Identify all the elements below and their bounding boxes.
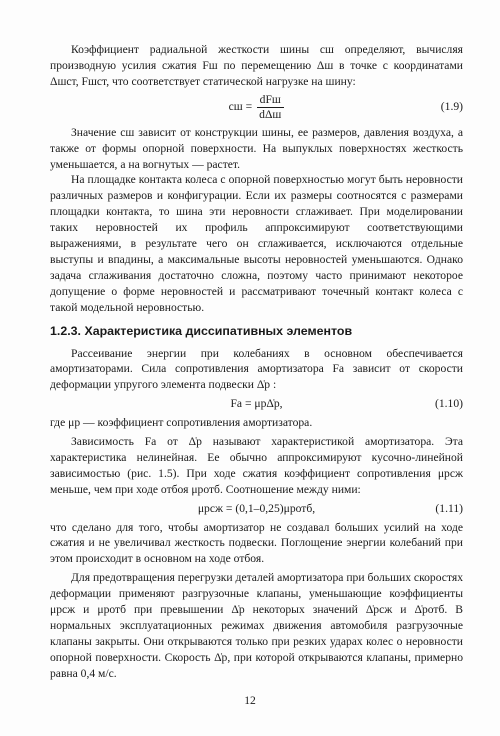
- formula-1-9-fraction: [256, 93, 284, 122]
- paragraph-relief-valves: Для предотвращения перегрузки деталей амортизатора при больших скоростях деформации применяют разгрузочные клапаны, уменьшающие коэффициенты μрсж и μротб при превышении Δ̇р некоторых значений Δ̇рсж и Δ̇ротб. В нормальных эксплуатационных режимах движения автомобиля разгрузочные клапаны закрыты. Они открываются только при резких ударах колес о неровности опорной поверхности. Скорость Δ̇р, при которой открываются клапаны, примерно равна 0,4 м/с.: [50, 571, 463, 680]
- formula-1-9: [50, 93, 463, 122]
- paragraph-coefficient-definition: где μр — коэффициент сопротивления амортизатора.: [50, 416, 313, 430]
- paragraph-radial-stiffness: Коэффициент радиальной жесткости шины cш определяют, вычисляя производную усилия сжатия Fш по перемещению Δш в точке с координатами Δшст, Fшст, что соответствует статической нагрузке на шину:: [50, 43, 463, 88]
- formula-1-10-number: (1.10): [434, 397, 463, 411]
- page-number: 12: [244, 694, 256, 707]
- paragraph-rebound-absorption: что сделано для того, чтобы амортизатор не создавал больших усилий на ходе сжатия и не увеличивал жесткость подвески. Поглощение энергии колебаний при этом происходит в основном на ходе отбоя.: [50, 520, 463, 566]
- page-content: [50, 42, 463, 682]
- formula-1-11-body: μрсж = (0,1–0,25)μротб,: [197, 501, 316, 515]
- formula-1-9-number: (1.9): [440, 100, 463, 114]
- formula-1-9-denominator: dΔш: [259, 107, 282, 121]
- section-heading: 1.2.3. Характеристика диссипативных элементов: [50, 323, 353, 338]
- formula-1-9-numerator: dFш: [257, 93, 284, 108]
- paragraph-contact-irregularities: На площадке контакта колеса с опорной поверхностью могут быть неровности различных размеров и конфигурации. Если их размеры соотносятся с размерами площадки контакта, то шина эти неровности сглаживает. При моделировании таких неровностей их профиль аппроксимируют соответствующими выражениями, в результате чего он сглаживается, исключаются отдельные выступы и впадины, а максимальные высоты неровностей уменьшаются. Однако задача сглаживания достаточно сложна, поэтому часто принимают некоторое допущение о форме неровностей и рассматривают точечный контакт колеса с такой модельной неровностью.: [50, 173, 463, 314]
- formula-1-11: [50, 501, 463, 517]
- paragraph-damper-characteristic: Зависимость Fa от Δ̇р называют характеристикой амортизатора. Эта характеристика нелинейная. Ее обычно аппроксимируют кусочно-линейной зависимостью (рис. 1.5). При ходе сжатия коэффициент сопротивления μрсж меньше, чем при ходе отбоя μротб. Соотношение между ними:: [50, 435, 463, 496]
- formula-1-9-lhs: cш =: [228, 100, 253, 114]
- paragraph-stiffness-dependence: Значение cш зависит от конструкции шины, ее размеров, давления воздуха, а также от формы опорной поверхности. На выпуклых поверхностях жесткость уменьшается, а на вогнутых — растет.: [50, 125, 463, 171]
- formula-1-10: [50, 396, 463, 412]
- formula-1-11-number: (1.11): [435, 501, 463, 515]
- paragraph-energy-dissipation: Рассеивание энергии при колебаниях в основном обеспечивается амортизаторами. Сила сопротивления амортизатора Fa зависит от скорости деформации упругого элемента подвески Δ̇р :: [50, 346, 463, 392]
- formula-1-10-body: Fа = μрΔ̇р,: [230, 397, 283, 411]
